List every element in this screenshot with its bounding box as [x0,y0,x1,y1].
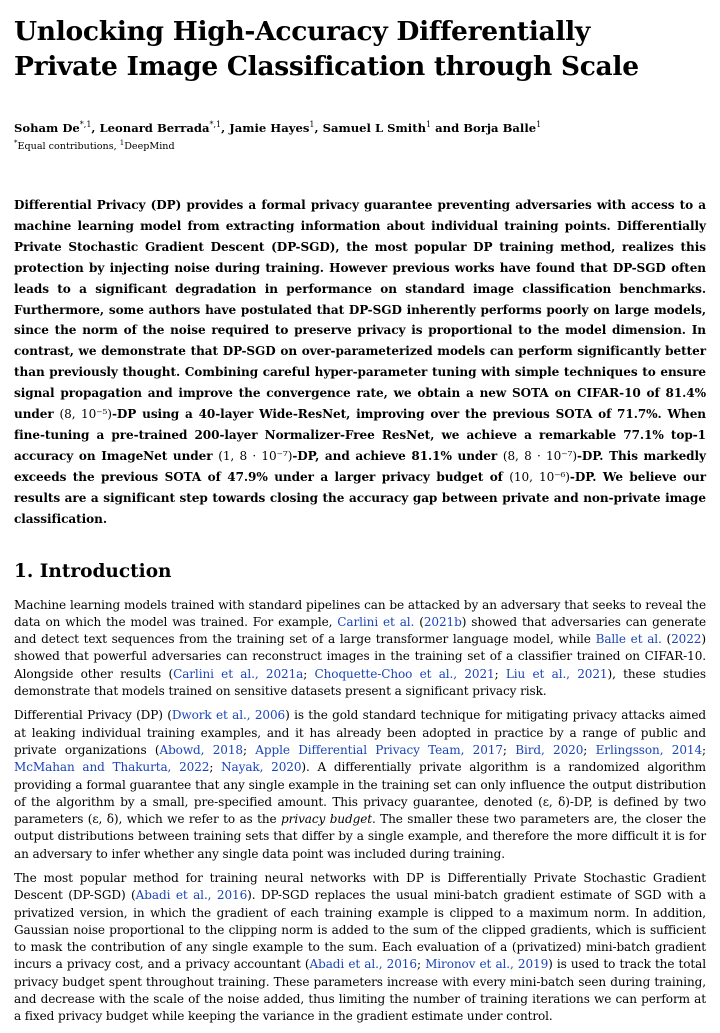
text-run: Differential Privacy (DP) ( [14,708,172,723]
text-run: Machine learning models trained with standard pipelines can be attacked by an adversary that seeks to reveal the data on which the model was trained. For example, [14,597,706,629]
author-affil-mark: *,1 [79,120,92,129]
paper-page [14,14,706,1033]
affil-deepmind: DeepMind [124,141,175,153]
citation-link[interactable]: Abowd, 2018 [159,742,243,757]
citation-link[interactable]: Apple Differential Privacy Team, 2017 [255,742,503,757]
text-run: ). DP-SGD replaces the usual mini-batch gradient estimate of SGD with a privatized version, in which the gradient of each training example is clipped to a maximum norm. In addition, Gaussian noise proportional to the clipping norm is added to the sum of the clipped gradients, which is sufficient to mask the contribution of any single example to the sum. Each evaluation of a (privatized) mini-batch gradient incurs a privacy cost, and a privacy accountant ( [14,888,707,972]
title-line-1: Unlocking High-Accuracy Differentially [14,16,590,47]
text-run: ; [494,666,506,681]
text-run: ) showed that powerful adversaries can reconstruct images in the training set of a classifier trained on CIFAR-10. Alongside other results ( [14,632,706,681]
math-expression: (10, 10⁻⁶) [509,469,570,484]
text-run: ) is used to track the total privacy budget spent throughout training. These parameters increase with every mini-batch seen during training, and decrease with the scale of the noise added, thus limiting the number of training iterations we can perform at a fixed privacy budget while keeping the variance in the gradient estimate under control. [14,957,706,1024]
paper-title [14,14,706,84]
math-expression: (ε, δ) [87,812,119,827]
text-run: ; [416,957,426,972]
author-affil-mark: 1 [536,120,542,129]
citation-link[interactable]: Nayak, 2020 [221,760,302,775]
citation-link[interactable]: 2022 [671,632,702,647]
section-heading-introduction: 1. Introduction [14,560,172,582]
author-separator: , [221,120,230,135]
text-run: ) showed that adversaries can generate and detect text sequences from the training set of a large transformer language model, while [14,614,706,647]
citation-link[interactable]: Abadi et al., 2016 [135,888,248,903]
text-run: ; [583,742,596,757]
text-run: ( [414,614,424,629]
author-separator: and [431,120,464,135]
emphasis-text: privacy budget [281,812,372,827]
text-run: ; [502,742,516,757]
math-expression: (ε, δ) [538,794,570,809]
math-expression: (8, 10⁻⁵) [59,407,112,422]
intro-paragraph [14,597,706,701]
citation-link[interactable]: Carlini et al. [337,614,415,629]
author-name: Soham De [14,120,80,135]
author-name: Jamie Hayes [229,120,310,135]
text-run: ; [303,666,315,681]
citation-link[interactable]: Abadi et al., 2016 [309,957,417,972]
intro-paragraph [14,870,706,1026]
author-affil-mark: *,1 [209,120,222,129]
author-affil-mark: 1 [426,120,432,129]
text-run: ( [661,632,672,647]
author-name: Leonard Berrada [99,120,210,135]
citation-link[interactable]: Dwork et al., 2006 [171,708,286,723]
text-run: -DP, is defined by two parameters [14,794,706,827]
author-separator: , [314,120,323,135]
text-run: Differential Privacy (DP) provides a formal privacy guarantee preventing adversaries with access to a machine learning model from extracting information about individual training points. Differentially Private Stochastic Gradient Descent (DP-SGD), the most popular DP training method, realizes this protection by injecting noise during training. However previous works have found that DP-SGD often leads to a significant degradation in performance on standard image classification benchmarks. Furthermore, some authors have postulated that DP-SGD inherently performs poorly on large models, since the norm of the noise required to preserve privacy is proportional to the model dimension. In contrast, we demonstrate that DP-SGD on over-parameterized models can perform significantly better than previously thought. Combining careful hyper-parameter tuning with simple techniques to ensure signal propagation and improve the convergence rate, we obtain a new SOTA on CIFAR-10 of 81.4% under [14,198,706,422]
abstract [14,195,706,530]
citation-link[interactable]: Erlingsson, 2014 [595,742,703,757]
text-run: -DP. This markedly exceeds the previous SOTA of 47.9% under a larger privacy budget of [14,448,706,484]
citation-link[interactable]: Balle et al. [595,632,662,647]
text-run: -DP. We believe our results are a significant step towards closing the accuracy gap between private and non-private image classification. [14,469,706,526]
text-run: -DP, and achieve 81.1% under [292,448,503,463]
text-run: ; [702,742,706,757]
author-name: Samuel L Smith [322,120,426,135]
citation-link[interactable]: Choquette-Choo et al., 2021 [314,666,495,681]
text-run: ; [242,742,256,757]
citation-link[interactable]: Bird, 2020 [515,742,584,757]
text-run: . The smaller these two parameters are, the closer the output distributions between training sets that differ by a single example, and therefore the more difficult it is for an adversary to infer whether any single data point was included during training. [14,812,707,861]
text-run: The most popular method for training neural networks with DP is Differentially Private Stochastic Gradient Descent (DP-SGD) ( [14,871,706,903]
citation-link[interactable]: Mironov et al., 2019 [425,957,549,972]
citation-link[interactable]: Liu et al., 2021 [505,666,608,681]
math-expression: (1, 8 · 10⁻⁷) [218,448,293,463]
title-line-2: Private Image Classification through Scale [14,51,639,82]
text-run: ; [209,760,222,775]
citation-link[interactable]: McMahan and Thakurta, 2022 [14,760,210,775]
affil-mark-1: 1 [119,138,125,147]
author-affil-mark: 1 [309,120,315,129]
text-run: ). A differentially private algorithm is a randomized algorithm providing a formal guarantee that any single example in the training set can only influence the output distribution of the algorithm by a small, pre-specified amount. This privacy guarantee, denoted [14,760,706,809]
text-run: -DP using a 40-layer Wide-ResNet, improving over the previous SOTA of 71.7%. When fine-tuning a pre-trained 200-layer Normalizer-Free ResNet, we achieve a remarkable 77.1% top-1 accuracy on ImageNet under [14,407,706,463]
text-run: ), these studies demonstrate that models trained on sensitive datasets present a significant privacy risk. [14,666,706,699]
text-run: , which we refer to as the [118,812,282,827]
affiliations [14,137,706,153]
intro-paragraph [14,707,706,863]
citation-link[interactable]: Carlini et al., 2021a [173,666,304,681]
citation-link[interactable]: 2021b [423,614,462,629]
introduction-body [14,597,706,1026]
author-list [14,118,706,135]
affil-mark-equal: * [14,138,18,147]
math-expression: (8, 8 · 10⁻⁷) [502,448,577,463]
author-separator: , [91,120,100,135]
affil-equal-text: Equal contributions, [17,141,120,153]
text-run: ) is the gold standard technique for mitigating privacy attacks aimed at leaking individual training examples, and it has already been adopted in practice by a range of public and private organizations ( [14,708,706,757]
author-name: Borja Balle [463,120,537,135]
